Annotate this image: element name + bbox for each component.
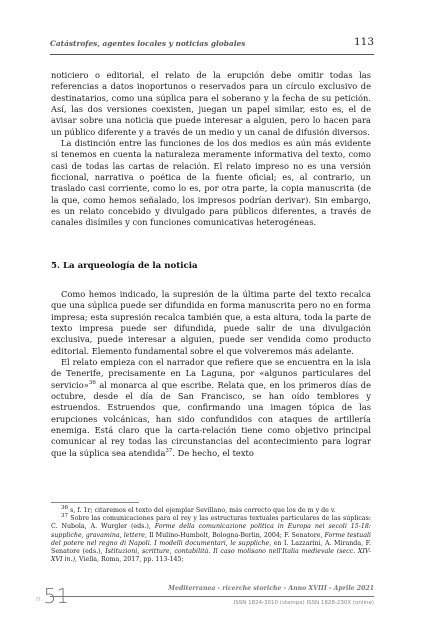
footnote-number: 36 [61, 504, 68, 511]
footnote-text: , Viella, Roma, 2017, pp. 113-145; [75, 556, 184, 564]
footnote-text: s, f. 1r; citaremos el texto del ejemplar Sevillano, más correcto que los de m y de v. [68, 507, 336, 514]
paragraph: noticiero o editorial, el relato de la erupción debe omitir todas las referencias a datos inoportunos o reservados para un círculo exclusivo de destinatarios, como una súplica para el soberano y la fecha de su petición. Así, las dos versiones coexisten, juegan un papel similar, esto es, el de avisar sobre una noticia que puede interesar a alguien, pero lo hacen para un público diferente y a través de un medio y un canal de difusión diversos. [51, 70, 371, 137]
paragraph-text: al monarca al que escribe. Relata que, en los primeros días de octubre, desde el día de San Francisco, se han oído temblores y estruendos. Estruendos que, confirmando una imagen tópica de las erupciones volcánicas, han sido confundidos con ataques de artillería enemiga. Está claro que la carta-relación tiene como objetivo principal comunicar al rey todas las circunstancias del acontecimiento para lograr que la súplica sea atendida [51, 379, 371, 458]
footnote-number: 37 [61, 513, 68, 520]
footnote-text: , Il Mulino-Humbolt, Bologna-Berlin, 2004; F. Senatore, [145, 531, 325, 539]
journal-info: Mediterranea - ricerche storiche - Anno XVIII - Aprile 2021 [168, 585, 374, 592]
footnote-37 [51, 515, 371, 564]
body-text-bottom [51, 289, 371, 459]
issue-prefix: n. [36, 595, 43, 603]
paragraph: Como hemos indicado, la supresión de la última parte del texto recalca que una súplica puede ser difundida en forma manuscrita pero no en forma impresa; esta supresión recalca también que, a esta altura, toda la parte de texto impresa puede ser difundida, puede salir de una divulgación exclusiva, puede interesar a alguien, puede ser vendida como producto editorial. Elemento fundamental sobre el que volveremos más adelante. [51, 289, 371, 356]
section-heading: 5. La arqueología de la noticia [51, 261, 198, 271]
footer-divider [50, 596, 374, 597]
footnote-divider [51, 502, 139, 503]
footnote-text: Sobre las comunicaciones para el rey y las estructuras textuales particulares de las súplicas: C. Nubola, A. Wurgler (eds.), [51, 515, 371, 531]
running-title: Catástrofes, agentes locales y noticias globales [50, 39, 246, 48]
footnote-ref[interactable]: 36 [88, 379, 96, 386]
footnote-ref[interactable]: 37 [165, 448, 173, 455]
footnote-36 [51, 504, 371, 515]
paragraph-text: El relato empieza con el narrador que refiere que se encuentra en la isla de Tenerife, precisamente en La Laguna, por «algunos particulares del servicio» [51, 357, 371, 390]
footnotes [51, 504, 372, 564]
issue-number-value: 51 [43, 584, 70, 608]
body-text-top [51, 70, 371, 229]
page-number: 113 [353, 36, 374, 48]
paragraph: La distinción entre las funciones de los dos medios es aún más evidente si tenemos en cuenta la naturaleza meramente informativa del texto, como casi de todas las cartas de relación. El relato impreso no es una versión ficcional, narrativa o poética de la fuente oficial; es, al contrario, un traslado casi corriente, como lo es, por otra parte, la copia manuscrita (de la que, como hemos señalado, los impresos podrían derivar). Sin embargo, es un relato concebido y divulgado para públicos diferentes, a través de canales disímiles y con funciones comunicativas heterogéneas. [51, 138, 371, 228]
paragraph [51, 357, 371, 459]
footnote-title: Istituzioni, scritture, contabilità. Il caso molisano nell'Italia medievale (secc. XIV-XVI in.) [51, 548, 371, 564]
footnote-title: Forme della comunicazione politica in Europa nei secoli 15-18: suppliche, gravamina, lettere [51, 523, 372, 539]
paragraph-text: . De hecho, el texto [172, 447, 254, 458]
footnote-text: , en I. Lazzarini, A. Miranda, F. Senatore (eds.), [51, 539, 371, 556]
footnote-title: Forme testuali del potere nel regno di Napoli. I modelli documentari, le suppliche [51, 531, 371, 547]
running-header [50, 38, 374, 55]
issn: ISSN 1824-3010 (stampa) ISSN 1828-230X (online) [233, 600, 374, 606]
